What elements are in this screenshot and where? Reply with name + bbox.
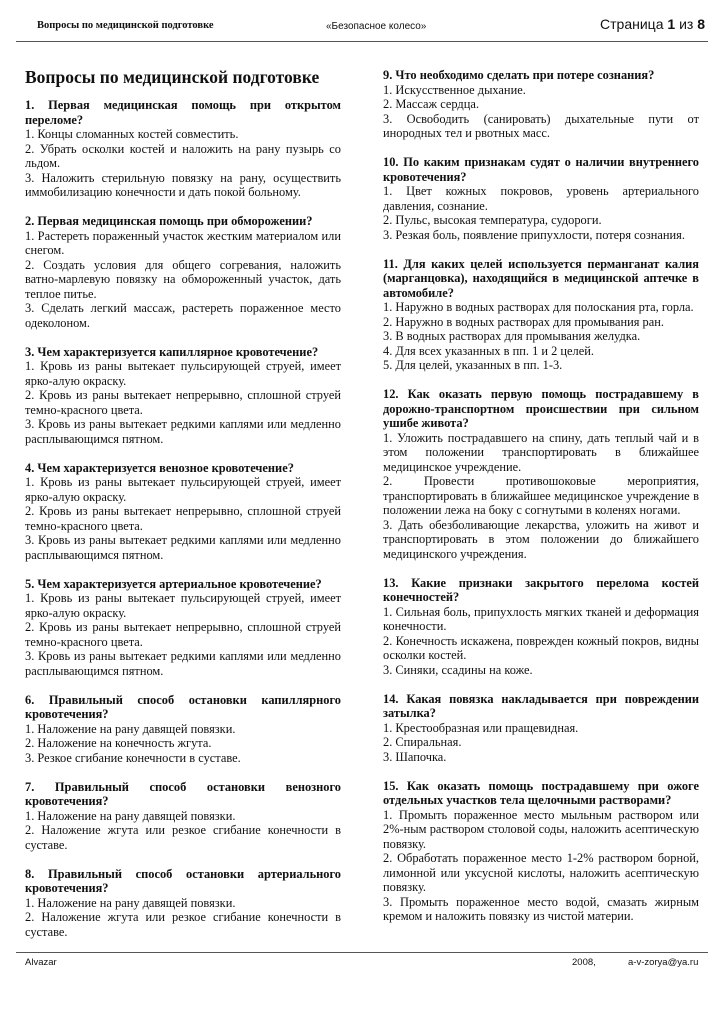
question-heading: 13. Какие признаки закрытого перелома костей конечностей? xyxy=(383,575,699,604)
left-column xyxy=(25,66,341,954)
footer-email: a-v-zorya@ya.ru xyxy=(628,957,699,968)
answer-option: 1. Искусственное дыхание. xyxy=(383,82,526,97)
question-heading: 11. Для каких целей используется перманганат калия (марганцовка), находящийся в медицинской аптечке в автомобиле? xyxy=(383,256,699,300)
question-heading: 7. Правильный способ остановки венозного кровотечения? xyxy=(25,779,341,808)
answer-option: 3. Сделать легкий массаж, растереть пораженное место одеколоном. xyxy=(25,301,341,330)
page-prefix: Страница xyxy=(600,16,664,32)
header-rule xyxy=(16,41,708,42)
answer-option: 2. Обработать пораженное место 1-2% раствором борной, лимонной или уксусной кислоты, наложить асептическую повязку. xyxy=(383,851,699,894)
answer-option: 1. Промыть пораженное место мыльным раствором или 2%-ным раствором столовой соды, наложить асептическую повязку. xyxy=(383,807,699,851)
answer-option: 3. Кровь из раны вытекает редкими каплями или медленно расплывающимся пятном. xyxy=(25,533,341,562)
answer-option: 2. Наложение жгута или резкое сгибание конечности в суставе. xyxy=(25,823,341,852)
question-block xyxy=(25,461,341,563)
question-heading: 12. Как оказать первую помощь пострадавшему в дорожно-транспортном происшествии при сильном ушибе живота? xyxy=(383,387,699,430)
answer-option: 3. Наложить стерильную повязку на рану, осуществить иммобилизацию конечности и дать покой больному. xyxy=(25,170,341,199)
right-column xyxy=(383,68,699,938)
answer-option: 1. Кровь из раны вытекает пульсирующей струей, имеет ярко-алую окраску. xyxy=(25,475,341,504)
question-block xyxy=(25,577,341,679)
answer-option: 2. Убрать осколки костей и наложить на рану пузырь со льдом. xyxy=(25,141,341,170)
answer-option: 3. Кровь из раны вытекает редкими каплями или медленно расплывающимся пятном. xyxy=(25,649,341,678)
answer-option: 3. Синяки, ссадины на коже. xyxy=(383,662,533,677)
answer-option: 1. Наложение на рану давящей повязки. xyxy=(25,808,236,823)
question-block xyxy=(383,257,699,373)
page-number xyxy=(600,16,705,32)
answer-option: 1. Концы сломанных костей совместить. xyxy=(25,127,239,141)
question-block xyxy=(25,345,341,447)
question-block xyxy=(383,692,699,765)
question-block xyxy=(383,387,699,561)
answer-option: 2. Пульс, высокая температура, судороги. xyxy=(383,213,602,227)
page-title: Вопросы по медицинской подготовке xyxy=(25,67,320,87)
question-heading: 15. Как оказать помощь пострадавшему при ожоге отдельных участков тела щелочными растворами? xyxy=(383,778,699,807)
answer-option: 2. Кровь из раны вытекает непрерывно, сплошной струей темно-красного цвета. xyxy=(25,620,341,649)
page-sep: из xyxy=(679,16,694,32)
answer-option: 3. В водных растворах для промывания желудка. xyxy=(383,329,641,343)
answer-option: 1. Сильная боль, припухлость мягких тканей и деформация конечности. xyxy=(383,604,699,633)
answer-option: 3. Промыть пораженное место водой, смазать жирным кремом и наложить повязку из чистой материи. xyxy=(383,894,699,923)
answer-option: 2. Создать условия для общего согревания, наложить ватно-марлевую повязку на обмороженный участок, дать теплое питье. xyxy=(25,257,341,301)
footer-author: Alvazar xyxy=(25,957,57,968)
answer-option: 2. Массаж сердца. xyxy=(383,97,479,111)
answer-option: 1. Кровь из раны вытекает пульсирующей струей, имеет ярко-алую окраску. xyxy=(25,359,341,388)
question-block xyxy=(25,867,341,940)
answer-option: 3. Кровь из раны вытекает редкими каплями или медленно расплывающимся пятном. xyxy=(25,417,341,446)
answer-option: 4. Для всех указанных в пп. 1 и 2 целей. xyxy=(383,343,594,358)
answer-option: 3. Шапочка. xyxy=(383,749,447,764)
page-header xyxy=(0,0,725,40)
answer-option: 1. Наложение на рану давящей повязки. xyxy=(25,895,236,910)
header-center: «Безопасное колесо» xyxy=(326,21,427,32)
footer-rule xyxy=(16,952,708,953)
answer-option: 2. Наружно в водных растворах для промывания ран. xyxy=(383,314,664,329)
question-block xyxy=(383,779,699,924)
answer-option: 2. Наложение на конечность жгута. xyxy=(25,736,212,750)
answer-option: 1. Крестообразная или пращевидная. xyxy=(383,720,579,735)
answer-option: 2. Провести противошоковые мероприятия, транспортировать в ближайшее медицинское учреждение в положении лежа на боку с согнутыми в коленях ногами. xyxy=(383,474,699,517)
question-heading: 4. Чем характеризуется венозное кровотечение? xyxy=(25,460,294,475)
answer-option: 1. Уложить пострадавшего на спину, дать теплый чай и в этом положении транспортировать в ближайшее медицинское учреждение. xyxy=(383,430,699,474)
answer-option: 3. Освободить (санировать) дыхательные пути от инородных тел и рвотных масс. xyxy=(383,111,699,140)
answer-option: 1. Цвет кожных покровов, уровень артериального давления, сознание. xyxy=(383,184,699,213)
question-block xyxy=(383,155,699,242)
answer-option: 2. Кровь из раны вытекает непрерывно, сплошной струей темно-красного цвета. xyxy=(25,504,341,533)
question-block xyxy=(25,693,341,766)
question-block xyxy=(25,98,341,200)
question-heading: 6. Правильный способ остановки капиллярного кровотечения? xyxy=(25,692,341,721)
answer-option: 1. Наружно в водных растворах для полоскания рта, горла. xyxy=(383,300,694,314)
page-current: 1 xyxy=(667,16,676,32)
answer-option: 2. Спиральная. xyxy=(383,735,462,749)
question-block xyxy=(25,780,341,853)
question-heading: 2. Первая медицинская помощь при обморожении? xyxy=(25,214,313,228)
question-heading: 5. Чем характеризуется артериальное кровотечение? xyxy=(25,576,322,591)
answer-option: 2. Кровь из раны вытекает непрерывно, сплошной струей темно-красного цвета. xyxy=(25,388,341,417)
question-block xyxy=(383,576,699,678)
question-block xyxy=(383,68,699,141)
page-total: 8 xyxy=(697,16,705,32)
question-heading: 1. Первая медицинская помощь при открытом переломе? xyxy=(25,98,341,127)
answer-option: 1. Растереть пораженный участок жестким материалом или снегом. xyxy=(25,228,341,257)
answer-option: 3. Резкая боль, появление припухлости, потеря сознания. xyxy=(383,227,685,242)
answer-option: 1. Кровь из раны вытекает пульсирующей струей, имеет ярко-алую окраску. xyxy=(25,591,341,620)
question-heading: 8. Правильный способ остановки артериального кровотечения? xyxy=(25,866,341,895)
answer-option: 2. Конечность искажена, поврежден кожный покров, видны осколки костей. xyxy=(383,633,699,662)
question-block xyxy=(25,214,341,330)
question-heading: 3. Чем характеризуется капиллярное кровотечение? xyxy=(25,344,319,359)
question-heading: 9. Что необходимо сделать при потере сознания? xyxy=(383,68,655,82)
answer-option: 5. Для целей, указанных в пп. 1-3. xyxy=(383,358,563,372)
question-heading: 14. Какая повязка накладывается при повреждении затылка? xyxy=(383,691,699,720)
answer-option: 1. Наложение на рану давящей повязки. xyxy=(25,721,236,736)
header-doc-title: Вопросы по медицинской подготовке xyxy=(37,20,214,31)
question-heading: 10. По каким признакам судят о наличии внутреннего кровотечения? xyxy=(383,155,699,184)
answer-option: 3. Дать обезболивающие лекарства, уложить на живот и транспортировать в этом положении до ближайшего медицинского учреждения. xyxy=(383,517,699,561)
answer-option: 3. Резкое сгибание конечности в суставе. xyxy=(25,750,241,765)
footer-year: 2008, xyxy=(572,957,596,968)
answer-option: 2. Наложение жгута или резкое сгибание конечности в суставе. xyxy=(25,910,341,939)
